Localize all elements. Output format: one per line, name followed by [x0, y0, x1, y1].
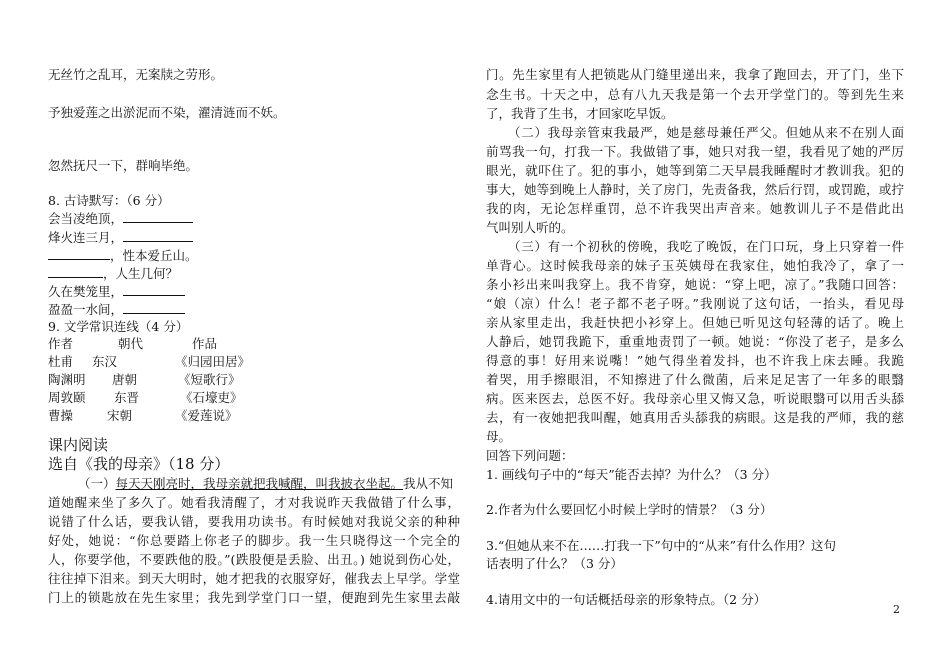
passage-line: 前骂我一句，打我一下。我做错了事，她只对我一望，我看见了她的严厉	[486, 144, 904, 159]
poem-line-3: 忽然抚尺一下，群响毕绝。	[48, 158, 199, 173]
poem-line-1: 无丝竹之乱耳，无案牍之劳形。	[48, 67, 224, 82]
passage-line: 气叫别人听的。	[486, 220, 574, 235]
q8-item-4: ，人生几何？	[48, 265, 178, 283]
q9-header-work: 作品	[192, 336, 218, 351]
q9-dynasty: 唐朝	[112, 372, 138, 387]
question-3-line-2: 话表明了什么？（3 分）	[486, 556, 623, 571]
q8-item-5: 久在樊笼里，	[48, 283, 185, 301]
passage-line: 人静后，她罚我跪下，重重地责罚了一顿。她说：“你没了老子，是多么	[486, 334, 904, 349]
q9-title: 9. 文学常识连线（4 分）	[48, 319, 189, 334]
q9-work: 《石壕吏》	[180, 390, 243, 405]
q9-work: 《短歌行》	[178, 372, 241, 387]
q8-item-6: 盈盈一水间，	[48, 301, 185, 319]
question-1: 1. 画线句子中的“每天”能否去掉？为什么？（3 分）	[486, 467, 777, 482]
passage-line: “娘（凉）什么！老子都不老子呀。”我刚说了这句话，一抬头，看见母	[486, 296, 904, 311]
question-3-line-1: 3.“但她从来不在……打我一下”句中的“从来”有什么作用？这句	[486, 538, 836, 553]
passage-line: 条小衫出来叫我穿上。我不肯穿，她说：“穿上吧，凉了。”我随口回答：	[486, 277, 904, 292]
passage-line: 念生书。十天之中，总有八九天我是第一个去开学堂门的。等到先生来	[486, 87, 904, 102]
passage-line: （二）我母亲管束我最严，她是慈母兼任严父。但她从来不在别人面	[508, 125, 904, 140]
passage-line: （三）有一个初秋的傍晚，我吃了晚饭，在门口玩，身上只穿着一件	[508, 239, 904, 254]
q8-item-3: ，性本爱丘山。	[48, 247, 198, 265]
poem-line-2: 予独爱莲之出淤泥而不染，濯清涟而不妖。	[48, 105, 286, 120]
passage-line: 眼光，就吓住了。犯的事小，她等到第二天早晨我睡醒时才教训我。犯的	[486, 163, 904, 178]
section-heading: 课内阅读	[48, 436, 109, 454]
passage-line: 单背心。这时候我母亲的妹子玉英姨母在我家住，她怕我冷了，拿了一	[486, 258, 904, 273]
passage-line: 人，你要学他，不要跌他的股。”(跌股便是丢脸、出丑。) 她说到伤心处，	[48, 552, 460, 567]
question-2: 2.作者为什么要回忆小时候上学时的情景？（3 分）	[486, 502, 773, 517]
underlined-sentence: 每天天刚亮时，我母亲就把我喊醒，叫我披衣坐起。	[115, 476, 404, 491]
q9-author: 曹操	[48, 408, 74, 423]
q9-header-author: 作者	[48, 336, 74, 351]
passage-line: 母。	[486, 429, 512, 444]
passage-line: 病。医来医去，总医不好。我母亲心里又悔又急，听说眼翳可以用舌头舔	[486, 391, 904, 406]
q8-item-1: 会当凌绝顶，	[48, 210, 193, 228]
passage-line: 了，我背了生书，才回家吃早饭。	[486, 106, 674, 121]
q9-author: 杜甫	[48, 354, 74, 369]
passage-line: 说错了什么话，要我认错，要我用功读书。有时候她对我说父亲的种种	[48, 514, 460, 529]
q9-header-dynasty: 朝代	[118, 336, 144, 351]
q9-dynasty: 宋朝	[107, 408, 133, 423]
q8-item-2: 烽火连三月，	[48, 229, 193, 247]
passage-line: （一）每天天刚亮时，我母亲就把我喊醒，叫我披衣坐起。我从不知	[78, 476, 454, 491]
q9-author: 陶渊明	[48, 372, 86, 387]
page-number: 2	[893, 603, 900, 616]
passage-line: 我的肉，无论怎样重罚，总不许我哭出声音来。她教训儿子不是借此出	[486, 201, 904, 216]
passage-line: 门。先生家里有人把锁匙从门缝里递出来，我拿了跑回去，开了门，坐下	[486, 67, 904, 82]
excerpt-heading: 选自《我的母亲》（18 分）	[48, 455, 230, 473]
q9-dynasty: 东晋	[114, 390, 140, 405]
passage-line: 门上的锁匙放在先生家里；我先到学堂门口一望，便跑到先生家里去敲	[48, 590, 460, 605]
passage-line: 着哭，用手擦眼泪，不知擦进了什么微菌，后来足足害了一年多的眼翳	[486, 372, 904, 387]
passage-line: 道她醒来坐了多久了。她看我清醒了，才对我说昨天我做错了什么事，	[48, 495, 460, 510]
q9-author: 周敦颐	[48, 390, 86, 405]
passage-line: 往往掉下泪来。到天大明时，她才把我的衣服穿好，催我去上早学。学堂	[48, 571, 460, 586]
questions-prompt: 回答下列问题：	[486, 448, 574, 463]
passage-line: 亲从家里走出，我赶快把小衫穿上。但她已听见这句轻薄的话了。晚上	[486, 315, 904, 330]
q9-work: 《爱莲说》	[175, 408, 238, 423]
passage-line: 得意的事！好用来说嘴！”她气得坐着发抖，也不许我上床去睡。我跪	[486, 353, 904, 368]
q9-dynasty: 东汉	[92, 354, 118, 369]
question-4: 4.请用文中的一句话概括母亲的形象特点。（2 分）	[486, 592, 767, 607]
passage-line: 去，有一夜她把我叫醒，她真用舌头舔我的病眼。这是我的严师，我的慈	[486, 410, 904, 425]
passage-line: 好处，她说：“你总要踏上你老子的脚步。我一生只晓得这一个完全的	[48, 533, 460, 548]
q9-work: 《归园田居》	[175, 354, 251, 369]
q8-title: 8. 古诗默写：（6 分）	[48, 193, 170, 208]
passage-line: 事大，她等到晚上人静时，关了房门，先责备我，然后行罚，或罚跪，或拧	[486, 182, 904, 197]
